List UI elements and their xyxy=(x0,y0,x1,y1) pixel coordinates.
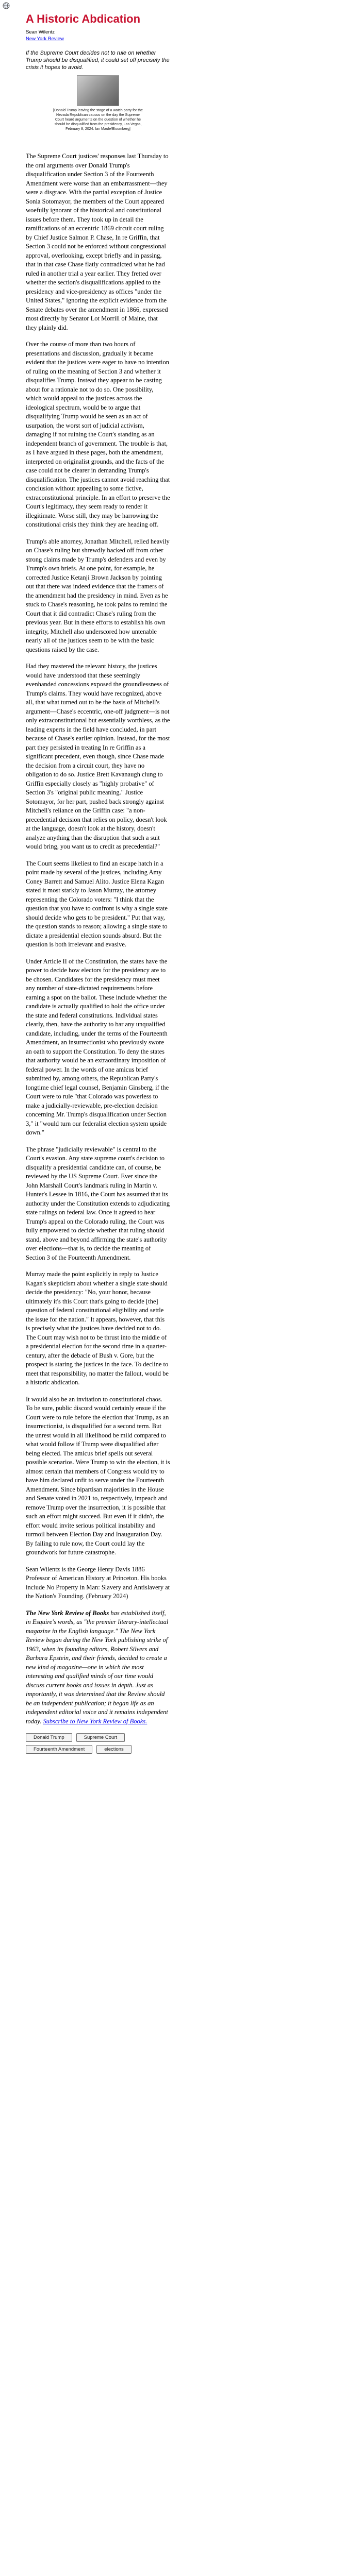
article xyxy=(26,12,170,1754)
source-link[interactable]: New York Review xyxy=(26,36,64,42)
globe-logo-icon xyxy=(3,2,10,9)
article-author: Sean Wilentz xyxy=(26,29,55,35)
body-paragraph: Murray made the point explicitly in reply to Justice Kagan's skepticism about whether a single state should decide the presidency: "No, your honor, because ultimately it's this Court that's going to decide [the] question of federal constitutional eligibility and settle the issue for the nation." It appears, however, that this is precisely what the justices have decided not to do. The Court may wish not to be thrust into the middle of a presidential election for the second time in a quarter-century, after the debacle of Bush v. Gore, but the prospect is staring the justices in the face. To decline to meet that responsibility, no matter the fallout, would be a historic abdication. xyxy=(26,1270,169,1386)
blurb-text: has established itself, in Esquire's words, as "the premier literary-intellectual magazine in the English language." The New York Review began during the New York publishing strike of 1963, when its founding editors, Robert Silvers and Barbara Epstein, and their friends, decided to create a new kind of magazine—one in which the most interesting and qualified minds of our time would discuss current books and issues in depth. Just as importantly, it was determined that the Review should be an independent publication; it began life as an independent editorial voice and it remains independent today. xyxy=(26,1609,169,1725)
tag-button[interactable]: Supreme Court xyxy=(76,1733,125,1742)
body-paragraph: Had they mastered the relevant history, the justices would have understood that these seemingly evenhanded concessions exposed the groundlessness of Trump's claims. They would have recognized, above all, that what turned out to be the basis of Mitchell's argument—Chase's eccentric, one-off judgment—is not only extraconstitutional but essentially worthless, as the leading experts in the field have concluded, in part because of Chase's earlier opinion. Instead, for the most part they persisted in treating In re Griffin as a significant precedent, even though, since Chase made the decision from a circuit court, they have no obligation to do so. Justice Brett Kavanaugh clung to Griffin especially closely as "highly probative" of Section 3's "original public meaning." Justice Sotomayor, for her part, pushed back strongly against Mitchell's reliance on the Griffin case: "a non-precedential decision that relies on policy, doesn't look at the language, doesn't look at the history, doesn't analyze anything than the disruption that such a suit would bring, you want us to credit as precedential?" xyxy=(26,663,170,850)
body-paragraph: The phrase "judicially reviewable" is central to the Court's evasion. Any state supreme court's decision to disqualify a presidential candidate can, of course, be reviewed by the US Supreme Court. Ever since the John Marshall Court's landmark ruling in Martin v. Hunter's Lessee in 1816, the Court has assumed that its authority under the Constitution extends to adjudicating state rulings on federal law. Once it agreed to hear Trump's appeal on the Colorado ruling, the Court was fully empowered to decide whether that ruling should stand, above and beyond affirming the state's authority over elections—that is, to decide the meaning of Section 3 of the Fourteenth Amendment. xyxy=(26,1145,170,1261)
tag-list xyxy=(26,1733,170,1754)
body-paragraph: Over the course of more than two hours of presentations and discussion, gradually it became evident that the justices were eager to have no intention of ruling on the meaning of Section 3 and whether it disqualifies Trump. Instead they appear to be casting about for a rationale not to do so. One possibility, which would appeal to the justices across the ideological spectrum, would be to argue that disqualifying Trump would be seen as an act of usurpation, the worst sort of judicial activism, damaging if not ruining the Court's standing as an independent branch of government. The trouble is that, as I have argued in these pages, both the amendment, interpreted on originalist grounds, and the facts of the case could not be clearer in demanding Trump's disqualification. The justices cannot avoid reaching that conclusion without appealing to some fictive, extraconstitutional principle. In an effort to preserve the Court's legitimacy, they seem ready to render it illegitimate. Worse still, they may be harrowing the constitutional crisis they think they are heading off. xyxy=(26,341,170,528)
photo-caption: [Donald Trump leaving the stage of a watch party for the Nevada Republican caucus on the day the Supreme Court heard arguments on the question of whether he should be disqualified from the presidency, Las Vegas, February 8, 2024. Ian Maule/Bloomberg] xyxy=(53,109,143,131)
article-deck: If the Supreme Court decides not to rule on whether Trump should be disqualified, it could set off precisely the crisis it hopes to avoid. xyxy=(26,50,170,71)
body-paragraph: The Supreme Court justices' responses last Thursday to the oral arguments over Donald Trump's disqualification under Section 3 of the Fourteenth Amendment were worse than an embarrassment—they were a disgrace. With the partial exception of Justice Sonia Sotomayor, the members of the Court appeared woefully ignorant of the historical and constitutional issues before them. They took up in detail the ramifications of an eccentric 1869 circuit court ruling by Chief Justice Salmon P. Chase, In re Griffin, that Section 3 could not be enforced without congressional approval, overlooking, except briefly and in passing, that in that case Chase flatly contradicted what he had ruled in another trial a year earlier. They fretted over whether the section's disqualifications applied to the presidency and vice-presidency as offices "under the United States," ignoring the explicit evidence from the Senate debates over the amendment in 1866, expressed most directly by Senator Lot Morrill of Maine, that they plainly did. xyxy=(26,152,169,331)
body-paragraph: Trump's able attorney, Jonathan Mitchell, relied heavily on Chase's ruling but shrewdly backed off from other strong claims made by Trump's defenders and even by Trump's own briefs. At one point, for example, he corrected Justice Ketanji Brown Jackson by pointing out that there was indeed evidence that the framers of the amendment had the presidency in mind. Even as he stuck to Chase's reasoning, he took pains to remind the Court that it did contradict Chase's ruling from the previous year. But in these efforts to establish his own integrity, Mitchell also underscored how untenable nearly all of the justices seem to be with the basic questions raised by the case. xyxy=(26,537,170,653)
tag-button[interactable]: Fourteenth Amendment xyxy=(26,1745,92,1754)
tag-button[interactable]: elections xyxy=(96,1745,132,1754)
publication-blurb xyxy=(26,1609,170,1726)
article-photo xyxy=(77,75,119,106)
author-bio: Sean Wilentz is the George Henry Davis 1886 Professor of American History at Princeton. His books include No Property in Man: Slavery and Antislavery at the Nation's Founding. (February 2024) xyxy=(26,1565,170,1600)
body-paragraph: Under Article II of the Constitution, the states have the power to decide how electors for the presidency are to be chosen. Candidates for the presidency must meet any number of state-dictated requirements before earning a spot on the ballot. These include whether the candidate is actually qualified to hold the office under the state and federal constitutions. Individual states clearly, then, have the authority to bar any unqualified candidate, including, under the terms of the Fourteenth Amendment, an insurrectionist who previously swore an oath to support the Constitution. To deny the states that authority would be an extraordinary imposition of federal power. In the words of one amicus brief submitted by, among others, the Republican Party's longtime chief legal counsel, Benjamin Ginsberg, if the Court were to rule "that Colorado was powerless to make a judicially-reviewable, pre-election decision concerning Mr. Trump's disqualification under Section 3," it "would turn our federalist election system upside down." xyxy=(26,957,169,1136)
article-body xyxy=(26,152,170,1557)
blurb-title: The New York Review of Books xyxy=(26,1609,109,1617)
tag-button[interactable]: Donald Trump xyxy=(26,1733,72,1742)
body-paragraph: The Court seems likeliest to find an escape hatch in a point made by several of the justices, including Amy Coney Barrett and Samuel Alito. Justice Elena Kagan stated it most starkly to Jason Murray, the attorney representing the Colorado voters: "I think that the question that you have to confront is why a single state should decide who gets to be president." Put that way, the question stands to reason; allowing a single state to dictate a presidential election sounds absurd. But the question is both irrelevant and evasive. xyxy=(26,859,168,948)
article-title: A Historic Abdication xyxy=(26,12,141,25)
subscribe-link[interactable]: Subscribe to New York Review of Books. xyxy=(43,1717,147,1725)
body-paragraph: It would also be an invitation to constitutional chaos. To be sure, public discord would certainly ensue if the Court were to rule before the election that Trump, as an insurrectionist, is disqualified for a second term. But the unrest would in all likelihood be mild compared to what would follow if Trump were disqualified after being elected. The amicus brief spells out several possible scenarios. Were Trump to win the election, it is almost certain that members of Congress would try to have him declared unfit to serve under the Fourteenth Amendment. Since bipartisan majorities in the House and Senate voted in 2021 to, respectively, impeach and remove Trump over the insurrection, it is possible that such an effort might succeed. But even if it didn't, the effort would invite serious political instability and turmoil between Election Day and Inauguration Day. By failing to rule now, the Court could lay the groundwork for future catastrophe. xyxy=(26,1395,170,1556)
